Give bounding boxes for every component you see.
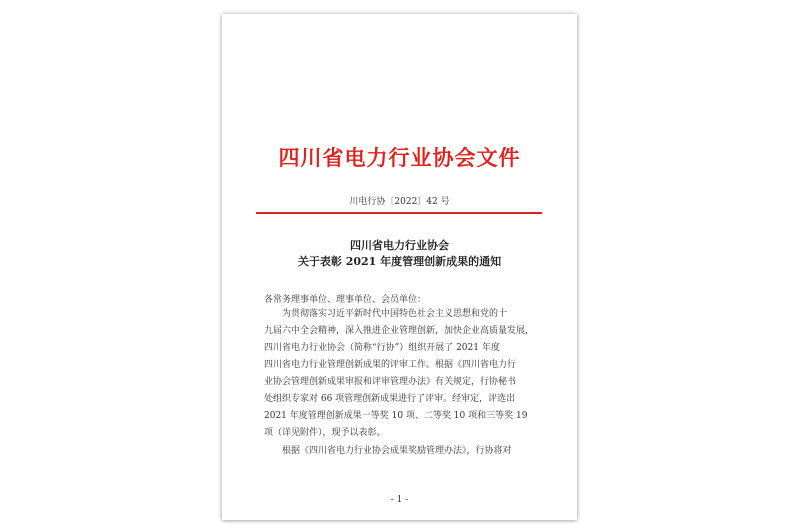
body-text-line: 为贯彻落实习近平新时代中国特色社会主义思想和党的十 <box>264 309 508 319</box>
body-text-line: 业协会管理创新成果审报和评审管理办法》有关规定，行协秘书 <box>264 377 517 387</box>
notice-title-line2: 关于表彰 2021 年度管理创新成果的通知 <box>297 255 502 268</box>
page-number: - 1 - <box>390 495 409 505</box>
body-text-line: 四川省电力行业协会（简称“行协”）组织开展了 2021 年度 <box>264 343 500 353</box>
addressee-line: 各常务理事单位、理事单位、会员单位： <box>264 295 427 305</box>
red-divider <box>256 212 542 214</box>
body-text-line: 项（详见附件），现予以表彰。 <box>264 428 386 438</box>
document-number: 川电行协〔2022〕42 号 <box>349 197 450 207</box>
body-text-line: 九届六中全会精神，深入推进企业管理创新，加快企业高质量发展， <box>264 326 535 336</box>
notice-title-line1: 四川省电力行业协会 <box>350 239 449 252</box>
document-page <box>222 14 577 520</box>
body-text-line: 2021 年度管理创新成果一等奖 10 项、二等奖 10 项和三等奖 19 <box>264 411 528 421</box>
body-text-line: 四川省电力行业管理创新成果的评审工作。根据《四川省电力行 <box>264 360 517 370</box>
body-text-line: 处组织专家对 66 项管理创新成果进行了评审。经审定，评选出 <box>264 394 516 404</box>
document-header-title: 四川省电力行业协会文件 <box>278 146 521 170</box>
body-text-line: 根据《四川省电力行业协会成果奖励管理办法》，行协将对 <box>264 446 512 456</box>
